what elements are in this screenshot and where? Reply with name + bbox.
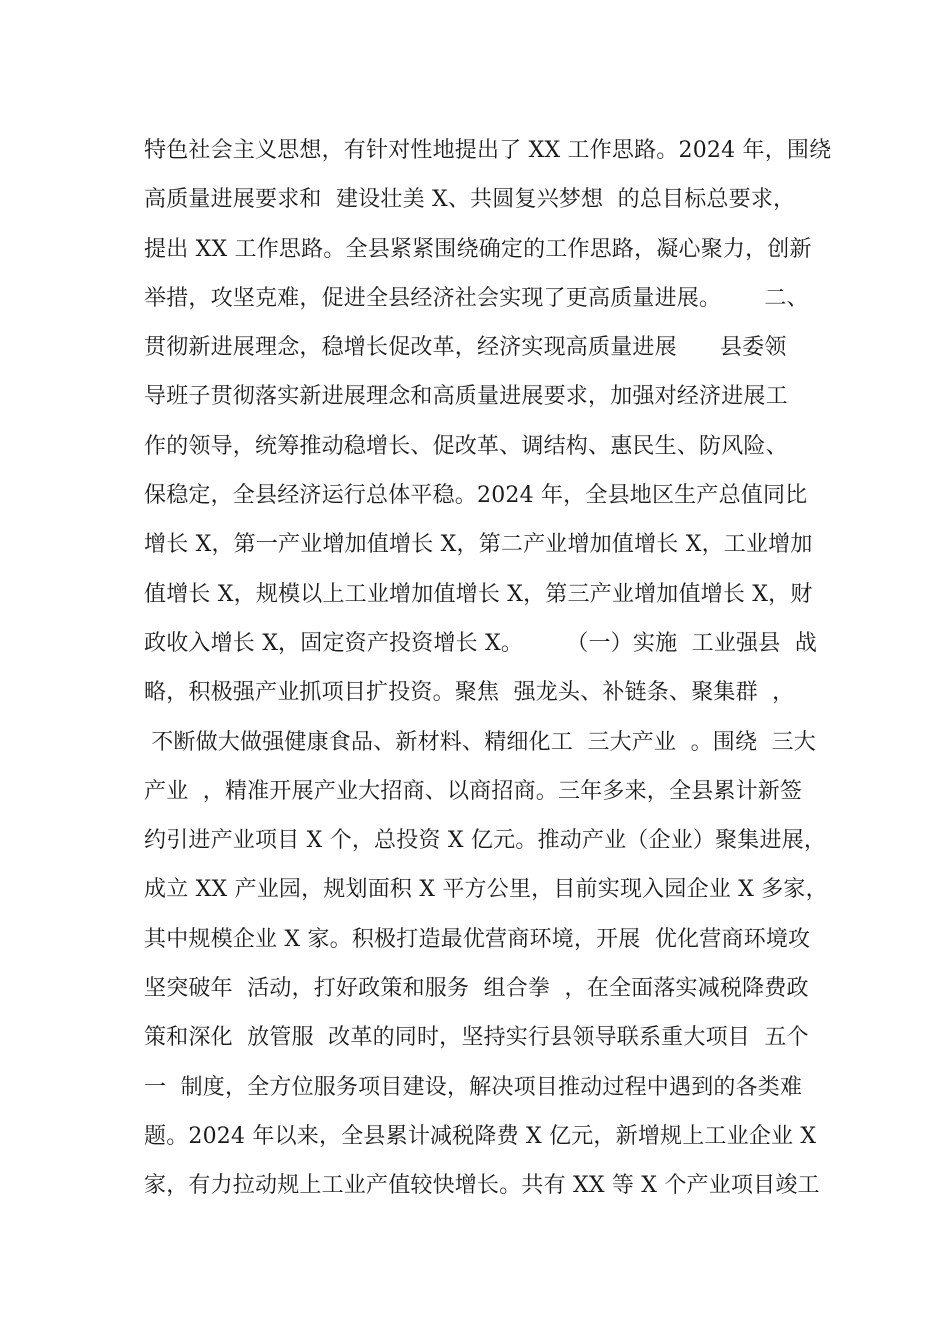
text-line: 家，有力拉动规上工业产值较快增长。共有 XX 等 X 个产业项目竣工: [144, 1173, 820, 1199]
text-line: 举措，攻坚克难，促进全县经济社会实现了更高质量进展。 二、: [144, 285, 809, 311]
text-line: 题。2024 年以来，全县累计减税降费 X 亿元，新增规上工业企业 X: [144, 1123, 817, 1149]
text-line: 略，积极强产业抓项目扩投资。聚焦 强龙头、补链条、聚集群 ，: [144, 680, 795, 706]
text-line: 约引进产业项目 X 个，总投资 X 亿元。推动产业（企业）聚集进展，: [144, 828, 827, 854]
text-line: 保稳定，全县经济运行总体平稳。2024 年，全县地区生产总值同比: [144, 483, 808, 509]
text-line: 作的领导，统筹推动稳增长、促改革、调结构、惠民生、防风险、: [144, 433, 788, 459]
text-line: 提出 XX 工作思路。全县紧紧围绕确定的工作思路，凝心聚力，创新: [144, 236, 812, 262]
text-line: 高质量进展要求和 建设壮美 X、共圆复兴梦想 的总目标总要求，: [144, 187, 796, 213]
text-line: 不断做大做强健康食品、新材料、精细化工 三大产业 。围绕 三大: [144, 729, 816, 755]
text-line: 一 制度，全方位服务项目建设，解决项目推动过程中遇到的各类难: [144, 1074, 803, 1100]
text-line: 成立 XX 产业园，规划面积 X 平方公里，目前实现入园企业 X 多家，: [144, 877, 828, 903]
text-line: 其中规模企业 X 家。积极打造最优营商环境，开展 优化营商环境攻: [144, 926, 811, 952]
text-line: 产业 ，精准开展产业大招商、以商招商。三年多来，全县累计新签: [144, 778, 803, 804]
text-line: 导班子贯彻落实新进展理念和高质量进展要求，加强对经济进展工: [144, 384, 788, 410]
text-line: 增长 X，第一产业增加值增长 X，第二产业增加值增长 X，工业增加: [144, 532, 813, 558]
text-line: 坚突破年 活动，打好政策和服务 组合拳 ，在全面落实减税降费政: [144, 976, 809, 1002]
text-line: 值增长 X，规模以上工业增加值增长 X，第三产业增加值增长 X，财: [144, 581, 813, 607]
text-line: 贯彻新进展理念，稳增长促改革，经济实现高质量进展 县委领: [144, 335, 787, 361]
text-line: 政收入增长 X，固定资产投资增长 X。 （一）实施 工业强县 战: [144, 630, 818, 656]
body-text: [144, 126, 834, 1211]
text-line: 策和深化 放管服 改革的同时，坚持实行县领导联系重大项目 五个: [144, 1025, 809, 1051]
text-line: 特色社会主义思想，有针对性地提出了 XX 工作思路。2024 年，围绕: [144, 138, 832, 163]
